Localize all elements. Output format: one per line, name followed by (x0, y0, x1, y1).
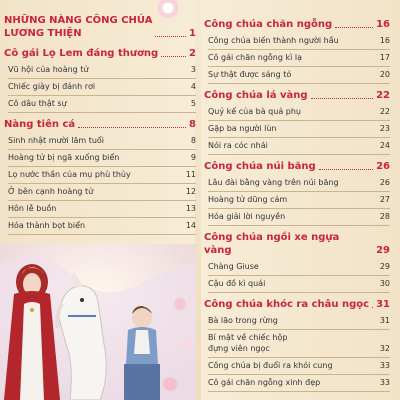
section-page-number: 16 (376, 19, 390, 30)
entry-page-number: 27 (379, 195, 390, 204)
entry-title: Cậu đồ kì quái (208, 279, 266, 288)
entry-page-number: 33 (379, 378, 390, 387)
toc-section (4, 47, 196, 113)
leader-dots (335, 27, 373, 28)
toc-entry[interactable] (208, 330, 390, 358)
toc-entry[interactable] (8, 62, 196, 79)
entry-page-number: 4 (190, 82, 196, 91)
entry-title: Chàng Giuse (208, 262, 259, 271)
entry-page-number: 8 (190, 136, 196, 145)
toc-section (204, 89, 390, 155)
entry-title: Lâu đài bằng vàng trên núi băng (208, 178, 339, 187)
entry-page-number: 9 (190, 153, 196, 162)
leader-dots (155, 36, 186, 37)
leader-dots (311, 98, 374, 99)
toc-entry[interactable] (8, 79, 196, 96)
entry-title: Công chúa bị đuổi ra khỏi cung (208, 361, 333, 370)
toc-entry[interactable] (208, 33, 390, 50)
toc-entry[interactable] (8, 167, 196, 184)
toc-entry[interactable] (208, 276, 390, 293)
entry-title: Hoàng tử dũng cảm (208, 195, 288, 204)
entry-title: Nói ra cóc nhái (208, 141, 268, 150)
toc-right-column (204, 6, 390, 392)
section-title-line: LƯƠNG THIỆN (4, 28, 82, 39)
entry-page-number: 23 (379, 124, 390, 133)
section-heading[interactable] (204, 160, 390, 173)
section-heading[interactable] (204, 89, 390, 102)
entry-page-number: 24 (379, 141, 390, 150)
section-heading[interactable] (204, 298, 390, 311)
toc-entry[interactable] (208, 192, 390, 209)
toc-entry[interactable] (8, 133, 196, 150)
toc-section (204, 160, 390, 226)
section-page-number: 1 (189, 28, 196, 39)
princess-with-horse-image (0, 244, 196, 400)
section-title: Công chúa ngồi xe ngựa vàng (204, 232, 340, 256)
section-title-line: NHỮNG NÀNG CÔNG CHÚA (4, 15, 153, 26)
toc-entry[interactable] (208, 67, 390, 84)
entry-title: Sinh nhật mười lăm tuổi (8, 136, 105, 145)
flower-ornament-icon (154, 0, 182, 20)
entry-page-number: 13 (185, 204, 196, 213)
entry-page-number: 22 (379, 107, 390, 116)
section-page-number: 26 (376, 161, 390, 172)
section-page-number: 22 (376, 90, 390, 101)
leader-dots (161, 56, 186, 57)
toc-entry[interactable] (208, 104, 390, 121)
toc-entry[interactable] (208, 358, 390, 375)
entry-title: Chiếc giày bị đánh rơi (8, 82, 96, 91)
toc-entry[interactable] (8, 150, 196, 167)
entry-title: Cô dâu thật sự (8, 99, 67, 108)
section-page-number: 31 (376, 299, 390, 310)
toc-left-column (4, 6, 196, 235)
entry-page-number: 11 (185, 170, 196, 179)
section-title: Công chúa núi băng (204, 161, 316, 172)
toc-entry[interactable] (208, 313, 390, 330)
toc-entry[interactable] (208, 209, 390, 226)
entry-page-number: 28 (379, 212, 390, 221)
leader-dots (319, 169, 373, 170)
entry-title-line: Bí mật về chiếc hộp (208, 333, 288, 342)
entry-page-number: 26 (379, 178, 390, 187)
section-title: Công chúa khóc ra châu ngọc (204, 299, 370, 310)
entry-title: Bà lão trong rừng (208, 316, 278, 325)
toc-section (204, 18, 390, 84)
section-title: Công chúa lá vàng (204, 90, 308, 101)
entry-title: Sự thật được sáng tỏ (208, 70, 292, 79)
toc-entry[interactable] (208, 50, 390, 67)
toc-section (204, 298, 390, 392)
entry-title: Hôn lễ buồn (8, 204, 57, 213)
entry-title: Cô gái chăn ngỗng xinh đẹp (208, 378, 321, 387)
section-title: Công chúa chăn ngỗng (204, 19, 333, 30)
toc-entry[interactable] (208, 259, 390, 276)
entry-title-line: đựng viên ngọc (208, 344, 270, 353)
entry-title: Ở bên cạnh hoàng tử (8, 187, 94, 196)
section-title: Cô gái Lọ Lem đáng thương (4, 48, 159, 59)
entry-page-number: 16 (379, 36, 390, 45)
entry-page-number: 30 (379, 279, 390, 288)
section-heading[interactable] (4, 47, 196, 60)
section-heading[interactable] (204, 18, 390, 31)
entry-page-number: 5 (190, 99, 196, 108)
section-title: Nàng tiên cá (4, 119, 76, 130)
leader-dots (372, 307, 373, 308)
entry-title: Gặp ba người lùn (208, 124, 277, 133)
toc-section (204, 231, 390, 293)
section-heading[interactable] (4, 118, 196, 131)
entry-page-number: 31 (379, 316, 390, 325)
section-page-number: 2 (189, 48, 196, 59)
toc-entry[interactable] (8, 96, 196, 113)
entry-title: Hóa thành bọt biển (8, 221, 86, 230)
entry-page-number: 29 (379, 262, 390, 271)
toc-entry[interactable] (208, 138, 390, 155)
toc-section (4, 118, 196, 235)
entry-title: Công chúa biến thành người hầu (208, 36, 339, 45)
entry-page-number: 14 (185, 221, 196, 230)
entry-title: Lọ nước thần của mụ phù thủy (8, 170, 131, 179)
entry-page-number: 12 (185, 187, 196, 196)
entry-title: Cô gái chăn ngỗng kì lạ (208, 53, 303, 62)
toc-entry[interactable] (208, 375, 390, 392)
princess-illustration (0, 244, 196, 400)
section-page-number: 29 (376, 245, 390, 256)
entry-page-number: 33 (379, 361, 390, 370)
toc-entry[interactable] (8, 218, 196, 235)
toc-entry[interactable] (8, 184, 196, 201)
entry-title: Vũ hội của hoàng tử (8, 65, 89, 74)
entry-page-number: 32 (379, 344, 390, 353)
entry-title: Hóa giải lời nguyền (208, 212, 286, 221)
entry-page-number: 3 (190, 65, 196, 74)
section-heading[interactable] (204, 231, 390, 257)
entry-page-number: 20 (379, 70, 390, 79)
toc-entry[interactable] (208, 175, 390, 192)
entry-title: Quỷ kế của bà quả phụ (208, 107, 301, 116)
section-page-number: 8 (189, 119, 196, 130)
entry-page-number: 17 (379, 53, 390, 62)
leader-dots (78, 127, 186, 128)
toc-entry[interactable] (8, 201, 196, 218)
entry-title: Hoàng tử bị ngã xuống biển (8, 153, 120, 162)
toc-entry[interactable] (208, 121, 390, 138)
